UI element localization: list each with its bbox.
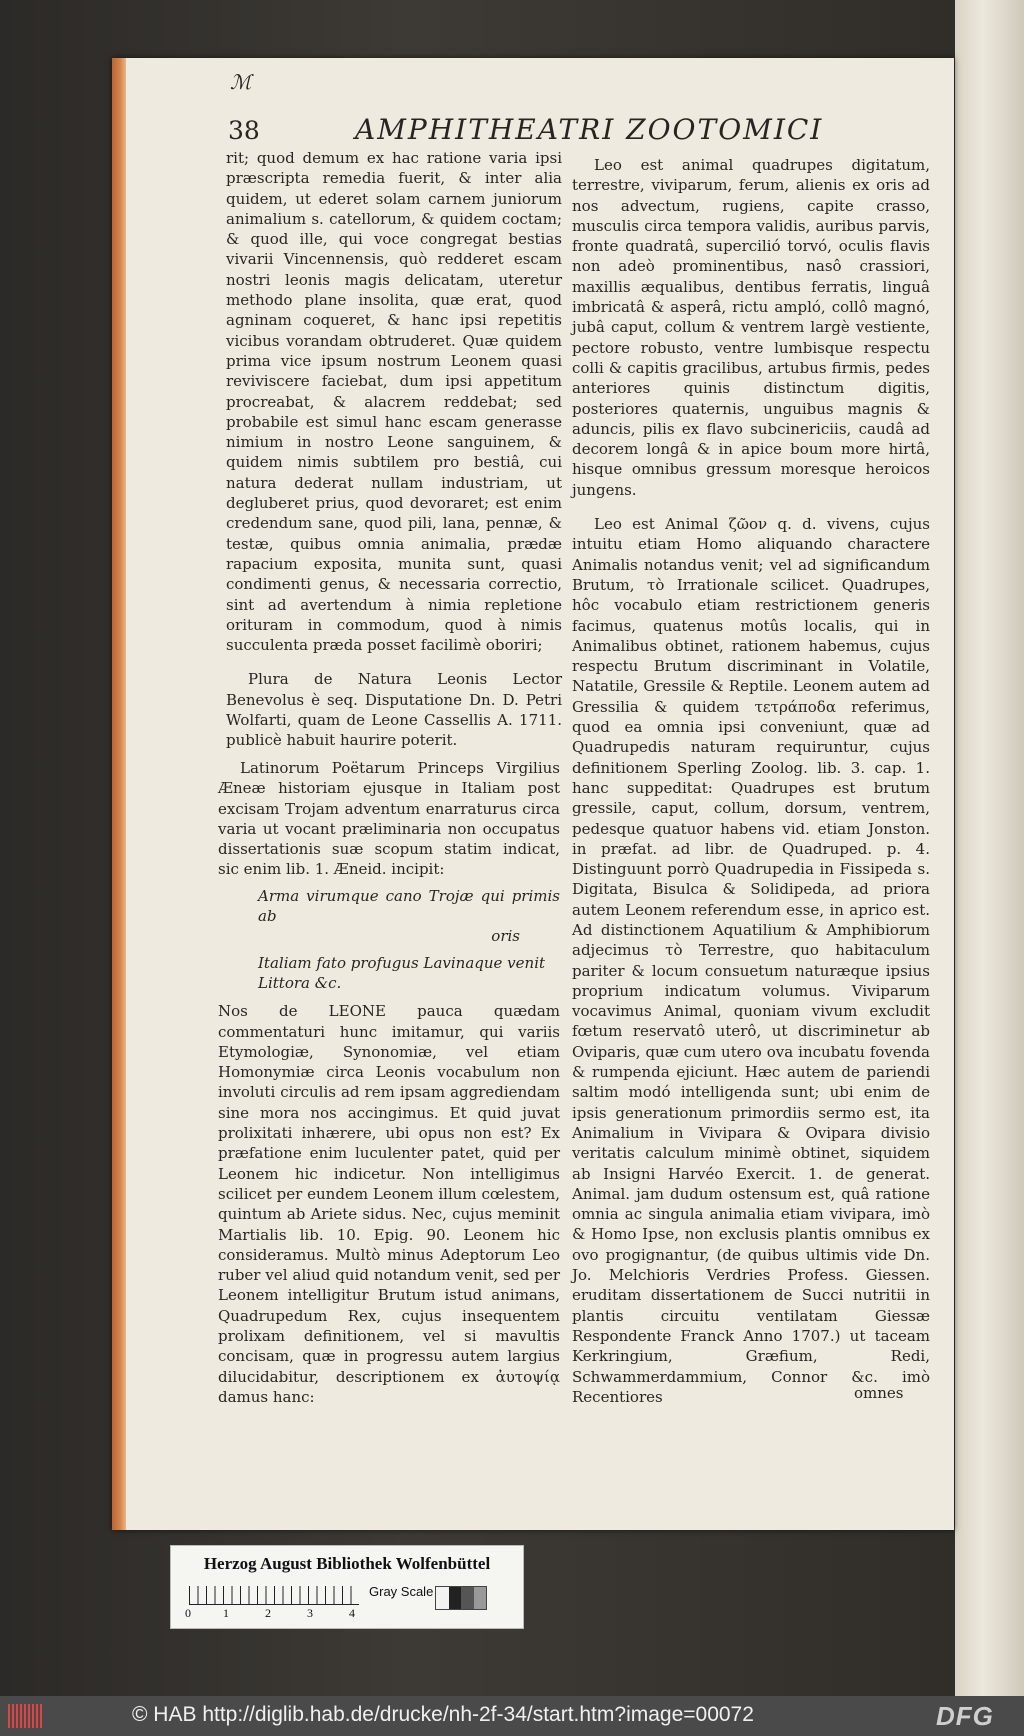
gray-scale-swatches	[435, 1586, 487, 1610]
left-column-lower	[218, 758, 560, 1407]
left-paragraph-1: rit; quod demum ex hac ratione varia ipsi præscripta remedia fuerit, & inter alia quidem, ut ederet solam carnem juniorum animalium s. catellorum, & quidem coctam; & quod ille, qui voce congregat bestias vivarii Vincennensis, quò redderet escam nostri leonis magis delicatam, uteretur methodo plane insolita, quæ erat, quod agninam coqueret, & hanc ipsi repetitis vicibus vorandam obtruderet. Quæ quidem prima vice ipsum nostrum Leonem quasi reviviscere faciebat, dum ipsi appetitum procreabat, & alacrem reddebat; sed probabile est simul hanc escam generasse nimium in nostro Leone sanguinem, & quidem nimis subtilem pro bestiâ, cui natura dederat nullam industriam, ut degluberet prius, quod devoraret; est enim credendum sane, quod pili, lana, pennæ, & testæ, quibus omnia animalia, prædæ rapacium exposita, munita sunt, quasi condimenti genus, & necessaria correctio, sint ad avertendum à nimia repletione orituram in commodum, quod à nimis succulenta præda posset facilimè oboriri;	[226, 149, 562, 655]
right-paragraph-1: Leo est animal quadrupes digitatum, terrestre, viviparum, ferum, alienis ex oris ad nos advectum, rugiens, capite crasso, musculis circa tempora validis, auribus parvis, fronte quadratâ, supercilió torvó, oculis flavis non adeò prominentibus, nasô crassiori, maxillis æqualibus, dentibus ferratis, linguâ imbricatâ & asperâ, rictu ampló, collô magnó, jubâ caput, collum & ventrem largè vestiente, pectore robusto, ventre lumbisque respectu colli & capitis gracilibus, artubus firmis, pedes anteriores quinis distinctum digitis, posteriores quaternis, unguibus magnis & aduncis, pilis ex flavo subcinericiis, caudâ ad decorem longâ & in apice boum more hirtâ, hisque omnibus gressum moresque heroicos jungens.	[572, 156, 930, 499]
library-scale-label	[170, 1545, 524, 1629]
left-column	[226, 148, 562, 751]
dfg-logo: DFG	[936, 1701, 994, 1731]
verse-line-3: Littora &c.	[258, 973, 342, 992]
right-paragraph-2: Leo est Animal ζῶον q. d. vivens, cujus intuitu etiam Homo aliquando charactere Animalis notandus venit; vel ad significandum Brutum, τὸ Irrationale scilicet. Quadrupes, hôc vocabulo etiam restrictionem generis facimus, quatenus motûs localis, qui in Animalibus obtinet, rationem habemus, cujus respectu Brutum discriminant in Volatile, Natatile, Gressile & Reptile. Leonem autem ad Gressilia & quidem τετράποδα referimus, quod ea omnia ipsi conveniunt, quæ ad Quadrupedis naturam requiruntur, cujus definitionem Sperling Zoolog. lib. 3. cap. 1. hanc suppeditat: Quadrupes est brutum gressile, caput, collum, dorsum, ventrem, pedesque quatuor habens vid. etiam Jonston. in præfat. ad libr. de Quadruped. p. 4. Distinguunt porrò Quadrupedia in Fissipeda s. Digitata, Bisulca & Solidipeda, ad priora autem Leonem referendum esse, in aprico est. Ad distinctionem Aquatilium & Amphibiorum adjecimus τὸ Terrestre, quo habitaculum pariter & locum consuetum naturæque ipsius proprium indicatum volumus. Viviparum vocavimus Animal, quoniam vivum excludit fœtum reservatô uterô, ut discriminetur ab Oviparis, quæ cum utero ova incubatu fovenda & rumpenda ejiciunt. Hæc autem de pariendi saltim modó intelligenda sunt; ubi enim de ipsis generationum primordiis sermo est, ita Animalium in Vivipara & Ovipara divisio veritatis calculum minimè obtinet, siquidem ab Insigni Harvéo Exercit. 1. de generat. Animal. jam dudum ostensum est, quâ ratione omnia ac singula animalia etiam vivipara, imò & Homo Ipse, non exclusis plantis omnibus ex ovo progignantur, (de quibus ultimis vide Dn. Jo. Melchioris Verdries Profess. Giessen. eruditam dissertationem de Succi nutritii in plantis circuitu ventilatam Giessæ Respondente Franck Anno 1707.) ut taceam Kerkringium, Græfium, Redi, Schwammerdammium, Connor &c. imò Recentiores	[572, 515, 930, 1406]
verse-line-2: Italiam fato profugus Lavinaque venit	[258, 953, 546, 972]
gray-scale-label: Gray Scale	[369, 1584, 434, 1599]
ruler-tick-label: 0	[185, 1606, 191, 1620]
running-title: AMPHITHEATRI ZOOTOMICI	[355, 113, 824, 146]
footer-url[interactable]: © HAB http://diglib.hab.de/drucke/nh-2f-34/start.htm?image=00072	[132, 1703, 754, 1726]
ruler-tick-label: 2	[265, 1606, 271, 1620]
verse-line-1: Arma virumque cano Trojæ qui primis ab	[258, 886, 560, 926]
footer-bar	[0, 1696, 1024, 1736]
left-paragraph-2: Plura de Natura Leonis Lector Benevolus è seq. Disputatione Dn. D. Petri Wolfarti, quam de Leone Cassellis A. 1711. publicè habuit haurire poterit.	[226, 670, 562, 750]
gray-swatch	[436, 1587, 449, 1609]
adjacent-page-edge	[955, 0, 1024, 1696]
ruler-labels	[185, 1606, 375, 1622]
left-paragraph-3: Latinorum Poëtarum Princeps Virgilius Æneæ historiam ejusque in Italiam post excisam Trojam adventum enarraturus circa varia ut vocant præliminaria non occupatus dissertationis suæ scopum statim indicat, sic enim lib. 1. Æneid. incipit:	[218, 759, 560, 879]
barcode-icon	[8, 1704, 44, 1728]
ruler-tick-label: 4	[349, 1606, 355, 1620]
page-number: 38	[228, 116, 260, 145]
page-marker: ℳ	[230, 70, 252, 94]
ruler-tick-label: 1	[223, 1606, 229, 1620]
right-column	[572, 155, 930, 1407]
ruler-scale	[189, 1586, 359, 1605]
verse-line-1-continued: oris	[491, 927, 520, 946]
ruler-tick-label: 3	[307, 1606, 313, 1620]
catchword: omnes	[854, 1384, 904, 1402]
page-gilt-edge	[112, 58, 126, 1530]
gray-swatch	[449, 1587, 462, 1609]
gray-swatch	[461, 1587, 474, 1609]
gray-swatch	[474, 1587, 487, 1609]
left-paragraph-4: Nos de LEONE pauca quædam commentaturi hunc imitamur, qui variis Etymologiæ, Synonomiæ, vel etiam Homonymiæ circa Leonis vocabulum non involuti circulis ad rem ipsam aggrediendam sine mora nos accingimus. Et quid juvat prolixitati inhærere, ubi opus non est? Ex præfatione enim luculenter patet, quid per Leonem hic indicetur. Non intelligimus scilicet per eundem Leonem illum cœlestem, quintum ab Ariete sidus. Nec, cujus meminit Martialis lib. 10. Epig. 90. Leonem hic consideramus. Multò minus Adeptorum Leo ruber vel aliud quid notandum venit, sed per Leonem intelligitur Brutum istud animans, Quadrupedum Rex, cujus insequentem prolixam definitionem, vel si mavultis concisam, quæ in progressu autem largius dilucidabitur, descriptionem ex ἀυτοψίᾳ damus hanc:	[218, 1002, 560, 1406]
library-name: Herzog August Bibliothek Wolfenbüttel	[203, 1554, 491, 1573]
